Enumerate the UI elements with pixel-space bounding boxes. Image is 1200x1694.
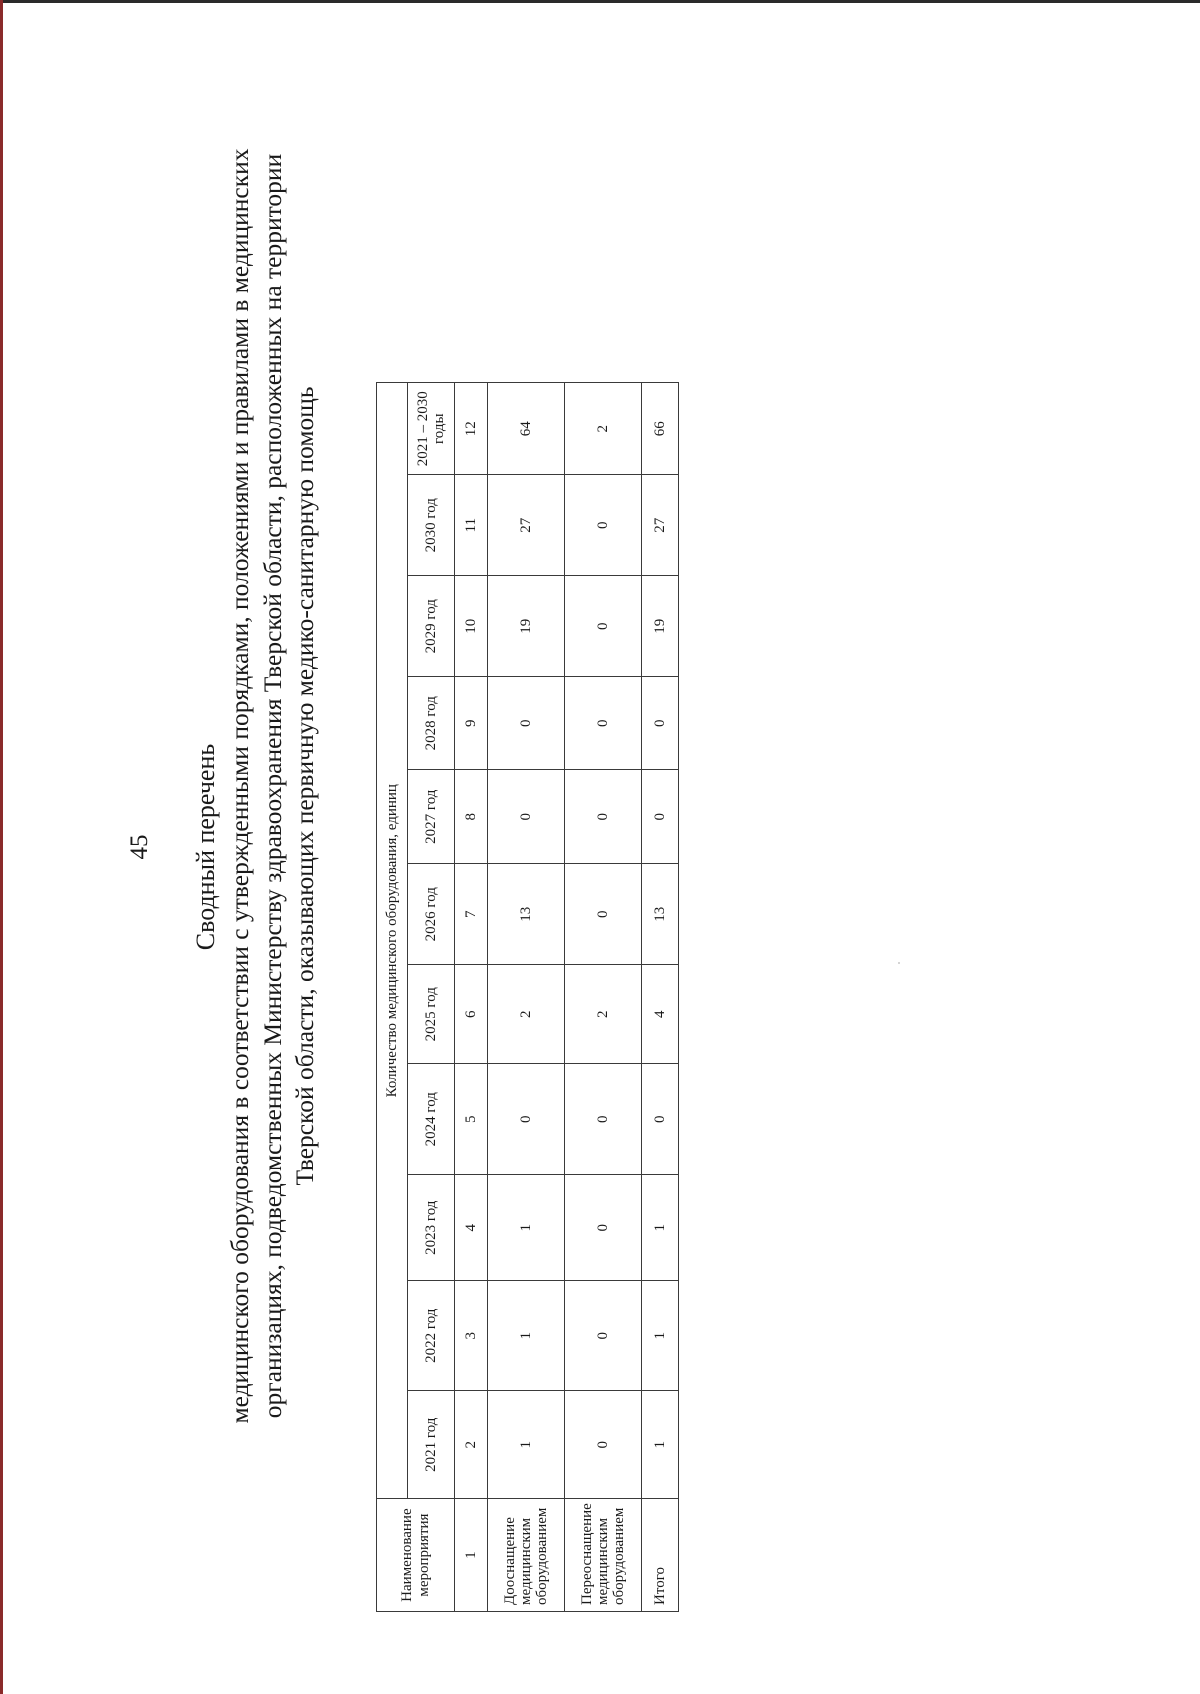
table-cell: 2 bbox=[488, 965, 565, 1064]
table-cell: 0 bbox=[565, 770, 642, 864]
header-equipment-quantity: Количество медицинского оборудования, единиц bbox=[377, 383, 408, 1499]
table-cell: 0 bbox=[565, 1281, 642, 1391]
table-row-re-equipping bbox=[565, 383, 642, 1612]
table-cell: 27 bbox=[488, 475, 565, 576]
table-cell: 0 bbox=[642, 1064, 679, 1175]
table-cell: 0 bbox=[565, 1175, 642, 1281]
table-cell: 0 bbox=[565, 1391, 642, 1499]
row-name: Переоснащение медицинским оборудованием bbox=[565, 1499, 642, 1612]
table-cell: 0 bbox=[488, 770, 565, 864]
year-header: 2022 год bbox=[408, 1281, 455, 1391]
table-cell: 13 bbox=[488, 864, 565, 965]
table-cell: 1 bbox=[488, 1175, 565, 1281]
table-cell: 1 bbox=[642, 1391, 679, 1499]
table-cell: 0 bbox=[488, 1064, 565, 1175]
year-header: 2025 год bbox=[408, 965, 455, 1064]
year-header: 2023 год bbox=[408, 1175, 455, 1281]
column-number: 10 bbox=[455, 576, 488, 677]
column-number: 12 bbox=[455, 383, 488, 475]
table-cell: 1 bbox=[642, 1175, 679, 1281]
year-header-row bbox=[408, 383, 455, 1612]
year-header: 2028 год bbox=[408, 677, 455, 770]
table-cell: 0 bbox=[642, 770, 679, 864]
table-cell-total: 2 bbox=[565, 383, 642, 475]
document-title: Сводный перечень bbox=[191, 743, 220, 951]
column-number: 11 bbox=[455, 475, 488, 576]
column-number: 7 bbox=[455, 864, 488, 965]
column-number-row bbox=[455, 383, 488, 1612]
table-cell-total: 64 bbox=[488, 383, 565, 475]
year-header: 2027 год bbox=[408, 770, 455, 864]
table-cell: 27 bbox=[642, 475, 679, 576]
table-cell: 4 bbox=[642, 965, 679, 1064]
table-cell: 0 bbox=[565, 864, 642, 965]
column-number: 2 bbox=[455, 1391, 488, 1499]
table-cell: 0 bbox=[565, 1064, 642, 1175]
year-header: 2026 год bbox=[408, 864, 455, 965]
column-number: 9 bbox=[455, 677, 488, 770]
table-cell: 0 bbox=[565, 475, 642, 576]
table-cell: 19 bbox=[488, 576, 565, 677]
table-row-additional-equipping bbox=[488, 383, 565, 1612]
column-number: 4 bbox=[455, 1175, 488, 1281]
table-cell: 2 bbox=[565, 965, 642, 1064]
table-cell: 1 bbox=[642, 1281, 679, 1391]
column-number: 3 bbox=[455, 1281, 488, 1391]
summary-table bbox=[376, 382, 679, 1612]
summary-table-container bbox=[376, 382, 679, 1612]
table-cell-total: 66 bbox=[642, 383, 679, 475]
row-name: Итого bbox=[642, 1499, 679, 1612]
year-header: 2029 год bbox=[408, 576, 455, 677]
table-cell: 19 bbox=[642, 576, 679, 677]
table-cell: 0 bbox=[642, 677, 679, 770]
table-cell: 0 bbox=[565, 576, 642, 677]
row-name: Дооснащение медицинским оборудованием bbox=[488, 1499, 565, 1612]
table-cell: 1 bbox=[488, 1391, 565, 1499]
document-subtitle: медицинского оборудования в соответствии с утвержденными порядками, положениями и правилами в медицинских организациях, подведомственных Министерству здравоохранения Тверской области, расположенных на территории Тверской области, оказывающих первичную медико-санитарную помощь bbox=[225, 148, 319, 1424]
column-number: 5 bbox=[455, 1064, 488, 1175]
table-cell: 0 bbox=[565, 677, 642, 770]
year-header: 2021 год bbox=[408, 1391, 455, 1499]
table-cell: 13 bbox=[642, 864, 679, 965]
page-number: 45 bbox=[126, 834, 153, 860]
column-number: 6 bbox=[455, 965, 488, 1064]
table-cell: 0 bbox=[488, 677, 565, 770]
year-header: 2024 год bbox=[408, 1064, 455, 1175]
year-header: 2030 год bbox=[408, 475, 455, 576]
year-header-total: 2021 – 2030 годы bbox=[408, 383, 455, 475]
table-cell: 1 bbox=[488, 1281, 565, 1391]
column-number: 1 bbox=[455, 1499, 488, 1612]
table-row-total bbox=[642, 383, 679, 1612]
header-event-name: Наименование мероприятия bbox=[377, 1499, 455, 1612]
column-number: 8 bbox=[455, 770, 488, 864]
